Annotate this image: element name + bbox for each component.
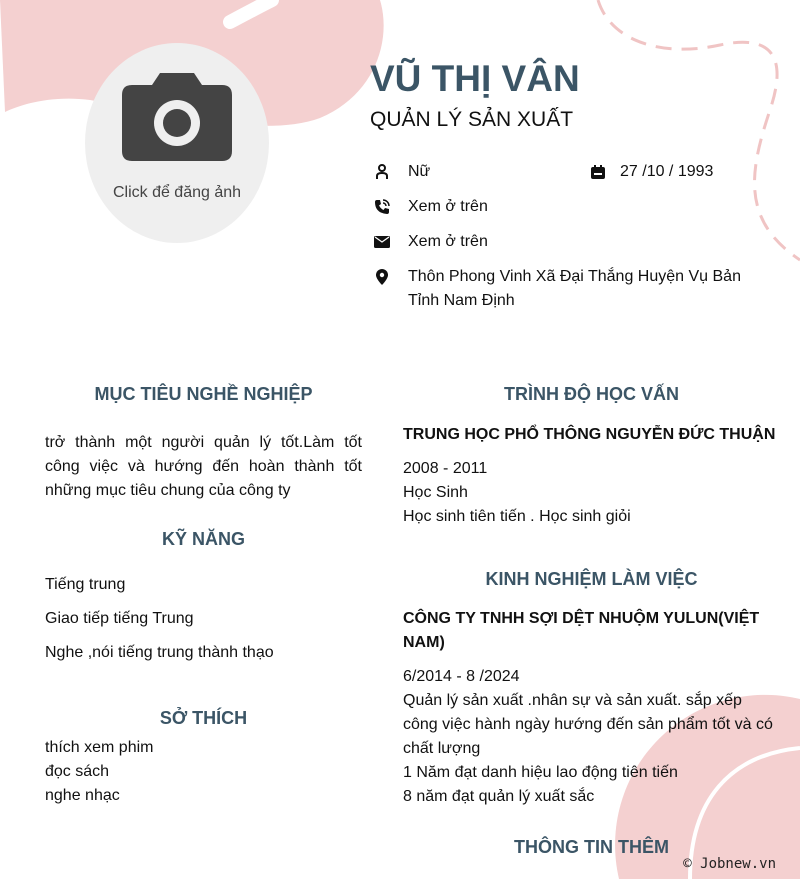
experience-line: 8 năm đạt quản lý xuất sắc <box>403 788 595 805</box>
address-value <box>408 265 741 313</box>
school-name: TRUNG HỌC PHỔ THÔNG NGUYỄN ĐỨC THUẬN <box>403 426 776 443</box>
education-period: 2008 - 2011 <box>403 460 488 477</box>
photo-upload[interactable] <box>85 43 269 243</box>
skill-item: Giao tiếp tiếng Trung <box>45 610 194 627</box>
hobby-item: nghe nhạc <box>45 787 120 804</box>
hobbies-heading: SỞ THÍCH <box>159 708 248 728</box>
extra-info-heading: THÔNG TIN THÊM <box>514 837 669 857</box>
person-icon <box>373 160 391 184</box>
address-line-1: Thôn Phong Vinh Xã Đại Thắng Huyện Vụ Bản <box>408 268 741 285</box>
address-line-2: Tỉnh Nam Định <box>408 292 515 309</box>
phone-icon <box>373 195 391 219</box>
calendar-icon <box>589 160 607 184</box>
hobby-item: thích xem phim <box>45 739 154 756</box>
skill-item: Nghe ,nói tiếng trung thành thạo <box>45 644 274 661</box>
company-name: CÔNG TY TNHH SỢI DỆT NHUỘM YULUN(VIỆT NAM) <box>403 610 760 651</box>
experience-line: Quản lý sản xuất .nhân sự và sản xuất. sắp xếp công việc hành ngày hướng đến sản phẩm tốt và có chất lượng <box>403 692 773 757</box>
candidate-position: QUẢN LÝ SẢN XUẤT <box>370 108 574 131</box>
skill-item: Tiếng trung <box>45 576 126 593</box>
education-degree: Học Sinh <box>403 484 468 501</box>
experience-heading: KINH NGHIỆM LÀM VIỆC <box>485 569 698 589</box>
address-row <box>373 265 741 313</box>
email-value: Xem ở trên <box>408 233 488 250</box>
camera-icon <box>122 71 232 161</box>
experience-period: 6/2014 - 8 /2024 <box>403 668 520 685</box>
skills-heading: KỸ NĂNG <box>161 529 245 549</box>
photo-caption: Click để đăng ảnh <box>112 184 242 201</box>
experience-line: 1 Năm đạt danh hiệu lao động tiên tiến <box>403 764 678 781</box>
birthdate-value: 27 /10 / 1993 <box>620 163 714 180</box>
education-heading: TRÌNH ĐỘ HỌC VẤN <box>504 384 679 404</box>
phone-value: Xem ở trên <box>408 198 488 215</box>
email-row <box>373 230 488 254</box>
phone-row <box>373 195 488 219</box>
gender-row <box>373 160 430 184</box>
dashed-curve <box>598 0 800 260</box>
envelope-icon <box>373 230 391 254</box>
watermark: © Jobnew.vn <box>683 856 776 872</box>
candidate-name: VŨ THỊ VÂN <box>370 58 580 99</box>
hobby-item: đọc sách <box>45 763 110 780</box>
location-pin-icon <box>373 265 391 289</box>
education-note: Học sinh tiên tiến . Học sinh giỏi <box>403 508 631 525</box>
birthdate-row <box>589 160 713 184</box>
objective-text: trở thành một người quản lý tốt.Làm tốt công việc và hướng đến hoàn thành tốt những mục tiêu chung của công ty <box>45 434 362 499</box>
objective-heading: MỤC TIÊU NGHỀ NGHIỆP <box>94 384 313 404</box>
gender-value: Nữ <box>408 163 431 180</box>
